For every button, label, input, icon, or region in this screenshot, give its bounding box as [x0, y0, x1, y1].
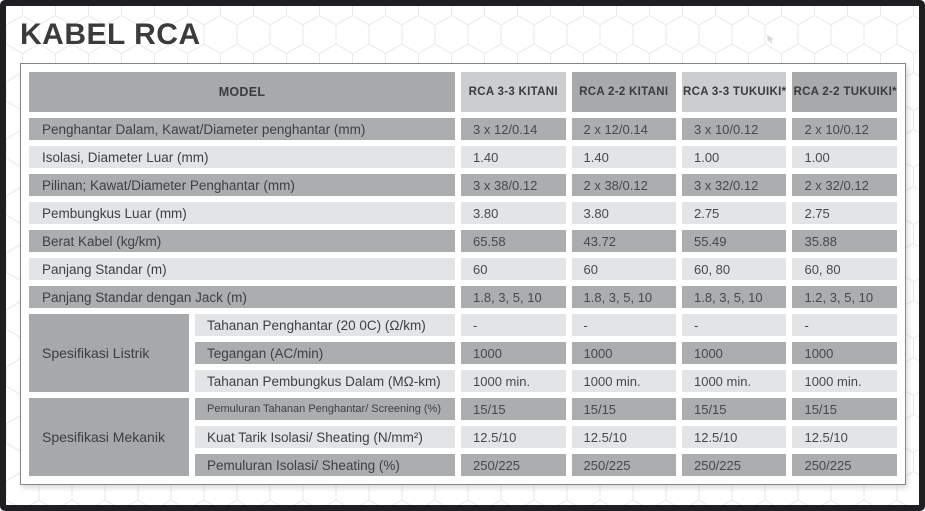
value-cell: 1.8, 3, 5, 10 — [572, 286, 676, 308]
value-cell: 2 x 10/0.12 — [792, 118, 897, 140]
value-cell: 3 x 32/0.12 — [682, 174, 786, 196]
table-row — [29, 398, 897, 420]
value-cell: 1.40 — [572, 146, 676, 168]
value-cell: 12.5/10 — [792, 426, 897, 448]
spec-table — [23, 66, 903, 482]
value-cell: 1000 — [572, 342, 676, 364]
value-cell: 60, 80 — [792, 258, 897, 280]
mouse-cursor — [766, 34, 776, 44]
value-cell: 15/15 — [792, 398, 897, 420]
value-cell: 250/225 — [682, 454, 786, 476]
value-cell: 60 — [461, 258, 565, 280]
column-header-rca-3-3-kitani: RCA 3-3 KITANI — [461, 72, 565, 112]
value-cell: 15/15 — [572, 398, 676, 420]
value-cell: 1000 min. — [682, 370, 786, 392]
row-label: Panjang Standar (m) — [29, 258, 455, 280]
value-cell: 3 x 10/0.12 — [682, 118, 786, 140]
table-row — [29, 314, 897, 336]
value-cell: 1.8, 3, 5, 10 — [461, 286, 565, 308]
value-cell: 15/15 — [461, 398, 565, 420]
table-header-row — [29, 72, 897, 112]
value-cell: 250/225 — [572, 454, 676, 476]
value-cell: 1.2, 3, 5, 10 — [792, 286, 897, 308]
row-label: Isolasi, Diameter Luar (mm) — [29, 146, 455, 168]
table-row — [29, 146, 897, 168]
value-cell: 3 x 12/0.14 — [461, 118, 565, 140]
value-cell: - — [682, 314, 786, 336]
value-cell: 1.00 — [682, 146, 786, 168]
row-label: Tegangan (AC/min) — [195, 342, 455, 364]
value-cell: 1000 — [682, 342, 786, 364]
page-title: KABEL RCA — [20, 18, 201, 51]
value-cell: 250/225 — [792, 454, 897, 476]
value-cell: 35.88 — [792, 230, 897, 252]
value-cell: 2 x 32/0.12 — [792, 174, 897, 196]
value-cell: 2 x 38/0.12 — [572, 174, 676, 196]
value-cell: 43.72 — [572, 230, 676, 252]
column-header-rca-2-2-tukuiki: RCA 2-2 TUKUIKI* — [792, 72, 897, 112]
value-cell: - — [572, 314, 676, 336]
value-cell: 3.80 — [461, 202, 565, 224]
table-row — [29, 286, 897, 308]
value-cell: 60, 80 — [682, 258, 786, 280]
row-label: Pemuluran Tahanan Penghantar/ Screening (%) — [195, 398, 455, 420]
table-row — [29, 230, 897, 252]
table-row — [29, 258, 897, 280]
spec-table-panel — [20, 63, 906, 485]
row-label: Penghantar Dalam, Kawat/Diameter penghantar (mm) — [29, 118, 455, 140]
value-cell: 12.5/10 — [461, 426, 565, 448]
row-label: Tahanan Pembungkus Dalam (MΩ-km) — [195, 370, 455, 392]
row-label: Kuat Tarik Isolasi/ Sheating (N/mm²) — [195, 426, 455, 448]
value-cell: 1000 — [792, 342, 897, 364]
column-header-rca-2-2-kitani: RCA 2-2 KITANI — [572, 72, 676, 112]
value-cell: - — [461, 314, 565, 336]
value-cell: 60 — [572, 258, 676, 280]
row-label: Pilinan; Kawat/Diameter Penghantar (mm) — [29, 174, 455, 196]
value-cell: 1000 min. — [792, 370, 897, 392]
value-cell: 2.75 — [792, 202, 897, 224]
value-cell: 250/225 — [461, 454, 565, 476]
value-cell: 3 x 38/0.12 — [461, 174, 565, 196]
row-label: Pembungkus Luar (mm) — [29, 202, 455, 224]
row-label: Pemuluran Isolasi/ Sheating (%) — [195, 454, 455, 476]
value-cell: - — [792, 314, 897, 336]
value-cell: 55.49 — [682, 230, 786, 252]
value-cell: 2 x 12/0.14 — [572, 118, 676, 140]
value-cell: 65.58 — [461, 230, 565, 252]
value-cell: 2.75 — [682, 202, 786, 224]
value-cell: 15/15 — [682, 398, 786, 420]
group-label-spesifikasi-listrik: Spesifikasi Listrik — [29, 314, 189, 392]
value-cell: 1000 min. — [572, 370, 676, 392]
group-label-spesifikasi-mekanik: Spesifikasi Mekanik — [29, 398, 189, 476]
value-cell: 12.5/10 — [572, 426, 676, 448]
table-row — [29, 118, 897, 140]
table-row — [29, 202, 897, 224]
value-cell: 1.40 — [461, 146, 565, 168]
value-cell: 1000 — [461, 342, 565, 364]
value-cell: 1000 min. — [461, 370, 565, 392]
value-cell: 1.8, 3, 5, 10 — [682, 286, 786, 308]
table-row — [29, 174, 897, 196]
column-header-model: MODEL — [29, 72, 455, 112]
value-cell: 1.00 — [792, 146, 897, 168]
value-cell: 3.80 — [572, 202, 676, 224]
value-cell: 12.5/10 — [682, 426, 786, 448]
row-label: Panjang Standar dengan Jack (m) — [29, 286, 455, 308]
column-header-rca-3-3-tukuiki: RCA 3-3 TUKUIKI* — [682, 72, 786, 112]
row-label: Tahanan Penghantar (20 0C) (Ω/km) — [195, 314, 455, 336]
row-label: Berat Kabel (kg/km) — [29, 230, 455, 252]
